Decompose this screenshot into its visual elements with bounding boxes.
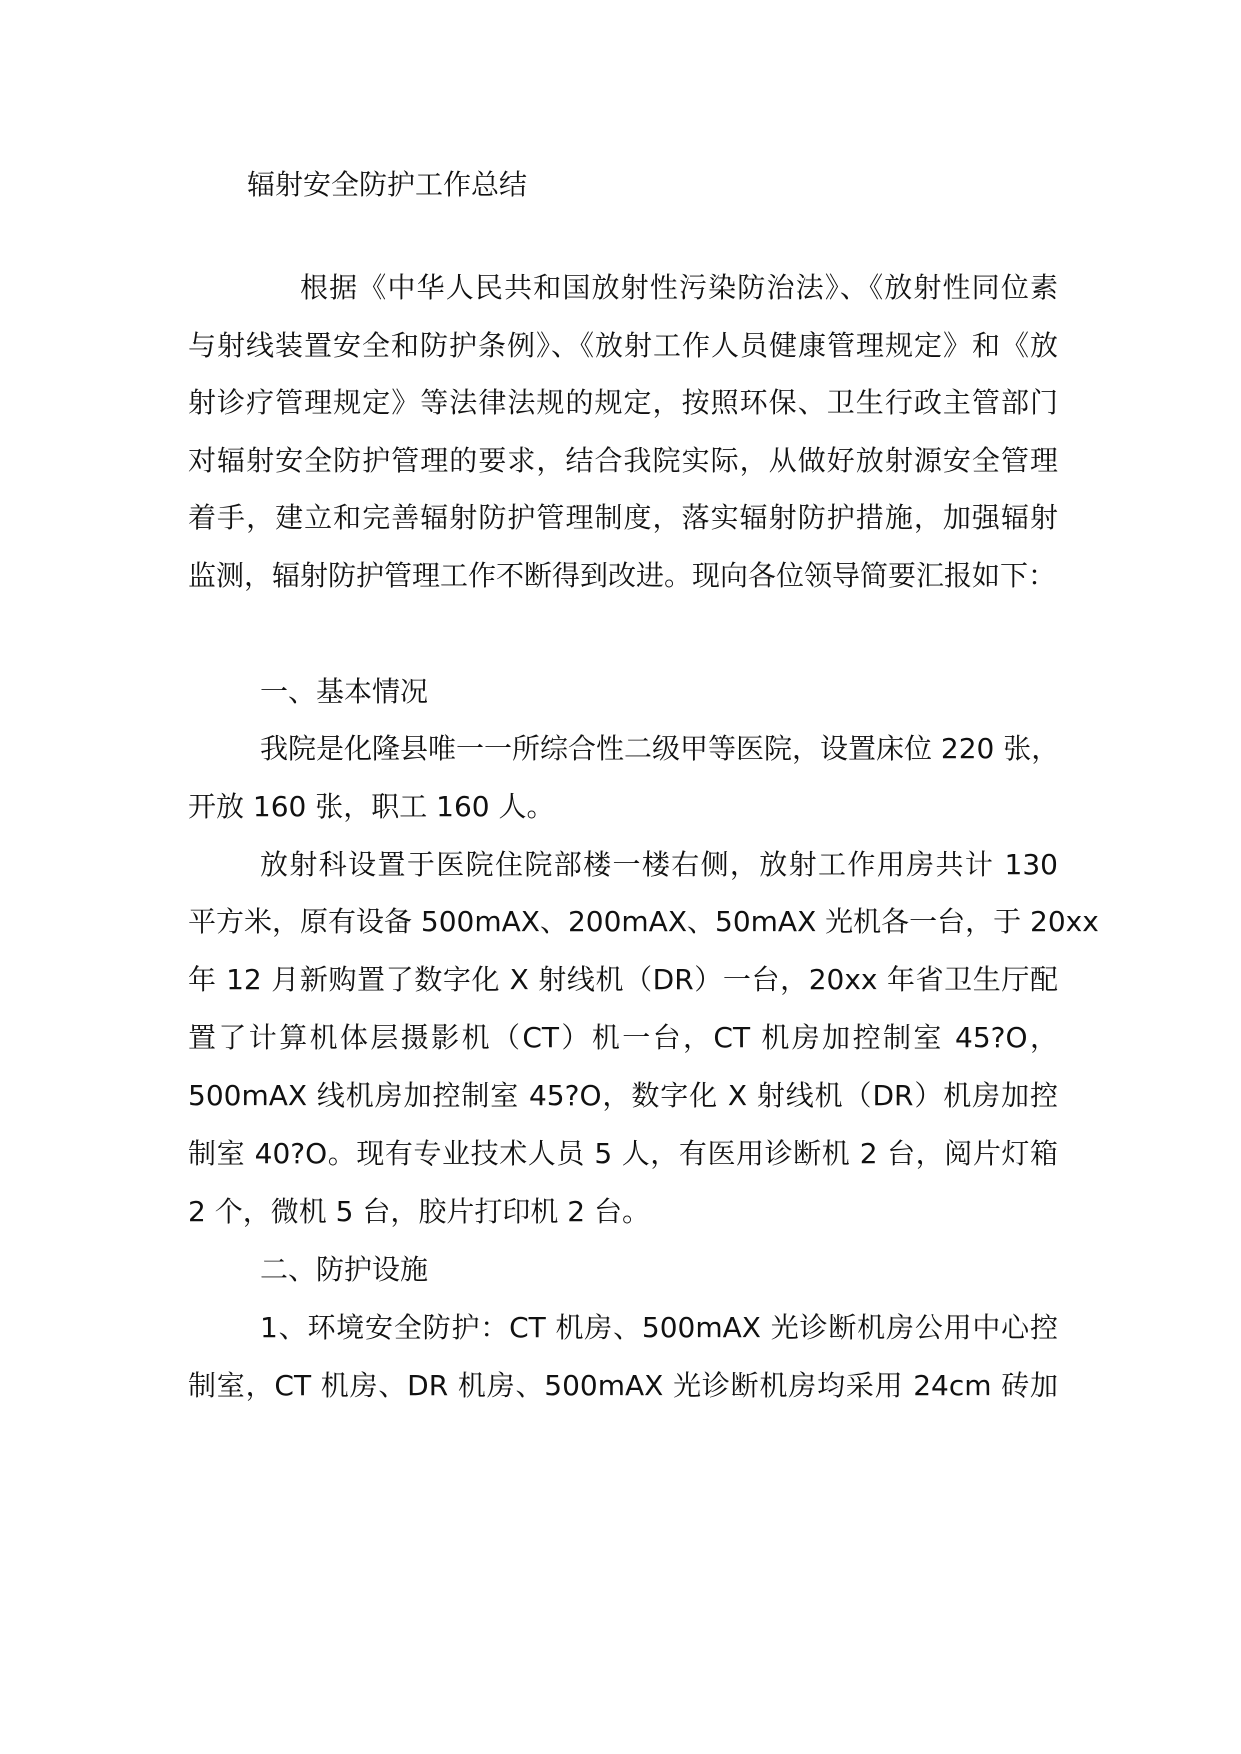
section1-para2-line-2: 平方米，原有设备 500mAX、200mAX、50mAX 光机各一台，于 20xx: [188, 905, 1099, 938]
section1-heading: 一、基本情况: [260, 675, 429, 708]
section2-para1-line-2: 制室，CT 机房、DR 机房、500mAX 光诊断机房均采用 24cm 砖加: [188, 1369, 1058, 1402]
section1-para1-line-1: 我院是化隆县唯一一所综合性二级甲等医院，设置床位 220 张，: [260, 732, 1060, 765]
section2-heading: 二、防护设施: [260, 1253, 429, 1286]
intro-line-2: 与射线装置安全和防护条例》、《放射工作人员健康管理规定》和《放: [188, 329, 1058, 362]
section1-para2-line-3: 年 12 月新购置了数字化 X 射线机（DR）一台，20xx 年省卫生厅配: [188, 963, 1058, 996]
section1-para2-line-4: 置了计算机体层摄影机（CT）机一台，CT 机房加控制室 45?O，: [188, 1021, 1058, 1054]
intro-line-5: 着手，建立和完善辐射防护管理制度，落实辐射防护措施，加强辐射: [188, 501, 1058, 534]
section1-para2-line-5: 500mAX 线机房加控制室 45?O，数字化 X 射线机（DR）机房加控: [188, 1079, 1058, 1112]
section2-para1-line-1: 1、环境安全防护：CT 机房、500mAX 光诊断机房公用中心控: [260, 1311, 1058, 1344]
intro-line-3: 射诊疗管理规定》等法律法规的规定，按照环保、卫生行政主管部门: [188, 386, 1058, 419]
section1-para2-line-6: 制室 40?O。现有专业技术人员 5 人，有医用诊断机 2 台，阅片灯箱: [188, 1137, 1058, 1170]
section1-para2-line-7: 2 个，微机 5 台，胶片打印机 2 台。: [188, 1195, 650, 1228]
intro-line-1: 根据《中华人民共和国放射性污染防治法》、《放射性同位素: [300, 271, 1058, 304]
document-title: 辐射安全防护工作总结: [247, 168, 528, 201]
intro-line-4: 对辐射安全防护管理的要求，结合我院实际，从做好放射源安全管理: [188, 444, 1058, 477]
intro-line-6: 监测，辐射防护管理工作不断得到改进。现向各位领导简要汇报如下：: [188, 559, 1057, 592]
section1-para2-line-1: 放射科设置于医院住院部楼一楼右侧，放射工作用房共计 130: [260, 848, 1058, 881]
section1-para1-line-2: 开放 160 张，职工 160 人。: [188, 790, 555, 823]
